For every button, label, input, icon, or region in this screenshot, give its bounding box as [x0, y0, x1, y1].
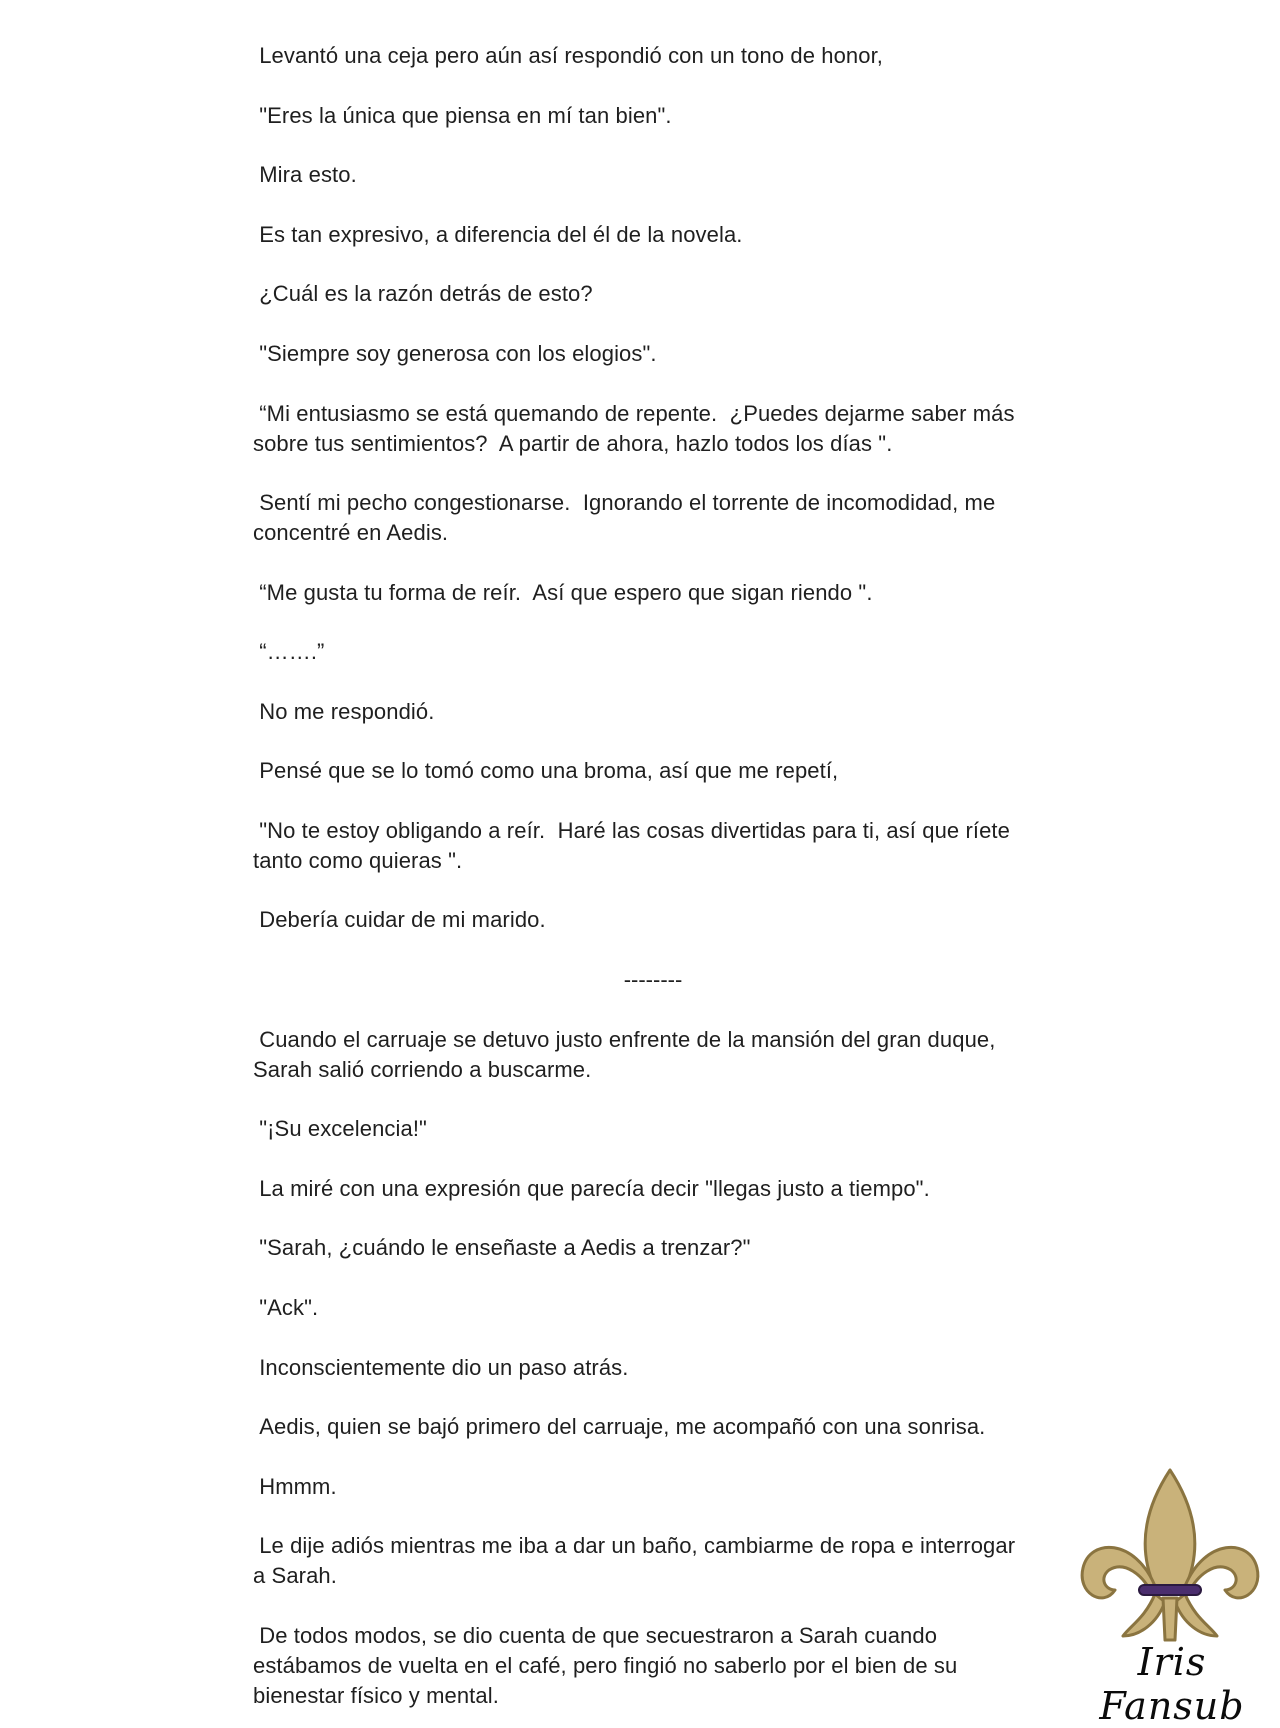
paragraph: No me respondió. [253, 699, 435, 724]
paragraph: Cuando el carruaje se detuvo justo enfrente de la mansión del gran duque, Sarah salió corriendo a buscarme. [253, 1027, 996, 1082]
logo-text: Iris Fansub [1099, 1640, 1245, 1728]
paragraph: “Me gusta tu forma de reír. Así que espero que sigan riendo ". [253, 580, 873, 605]
paragraph: Pensé que se lo tomó como una broma, así que me repetí, [253, 758, 839, 783]
paragraph: "Sarah, ¿cuándo le enseñaste a Aedis a trenzar?" [253, 1235, 751, 1260]
paragraph: Sentí mi pecho congestionarse. Ignorando el torrente de incomodidad, me concentré en Aedis. [253, 490, 996, 545]
paragraph: Levantó una ceja pero aún así respondió con un tono de honor, [253, 43, 884, 68]
scene-separator: -------- [623, 967, 683, 992]
fleur-de-lis-icon [1075, 1468, 1265, 1648]
paragraph: Le dije adiós mientras me iba a dar un baño, cambiarme de ropa e interrogar a Sarah. [253, 1533, 1016, 1588]
paragraph: Mira esto. [253, 162, 357, 187]
paragraph: La miré con una expresión que parecía decir "llegas justo a tiempo". [253, 1176, 930, 1201]
paragraph: "Siempre soy generosa con los elogios". [253, 341, 657, 366]
paragraph: Debería cuidar de mi marido. [253, 907, 546, 932]
paragraph: "Eres la única que piensa en mí tan bien". [253, 103, 672, 128]
paragraph: De todos modos, se dio cuenta de que secuestraron a Sarah cuando estábamos de vuelta en el café, pero fingió no saberlo por el bien de su bienestar físico y mental. [253, 1623, 958, 1708]
paragraph: Aedis, quien se bajó primero del carruaje, me acompañó con una sonrisa. [253, 1414, 986, 1439]
paragraph: Hmmm. [253, 1474, 337, 1499]
paragraph: Inconscientemente dio un paso atrás. [253, 1355, 629, 1380]
paragraph: "Ack". [253, 1295, 319, 1320]
watermark-logo [1075, 1468, 1265, 1728]
paragraph: “Mi entusiasmo se está quemando de repente. ¿Puedes dejarme saber más sobre tus sentimientos? A partir de ahora, hazlo todos los días ". [253, 401, 1015, 456]
paragraph: "¡Su excelencia!" [253, 1116, 427, 1141]
paragraph: "No te estoy obligando a reír. Haré las cosas divertidas para ti, así que ríete tanto como quieras ". [253, 818, 1010, 873]
paragraph: “…….” [253, 639, 325, 664]
paragraph: ¿Cuál es la razón detrás de esto? [253, 281, 593, 306]
paragraph: Es tan expresivo, a diferencia del él de la novela. [253, 222, 743, 247]
